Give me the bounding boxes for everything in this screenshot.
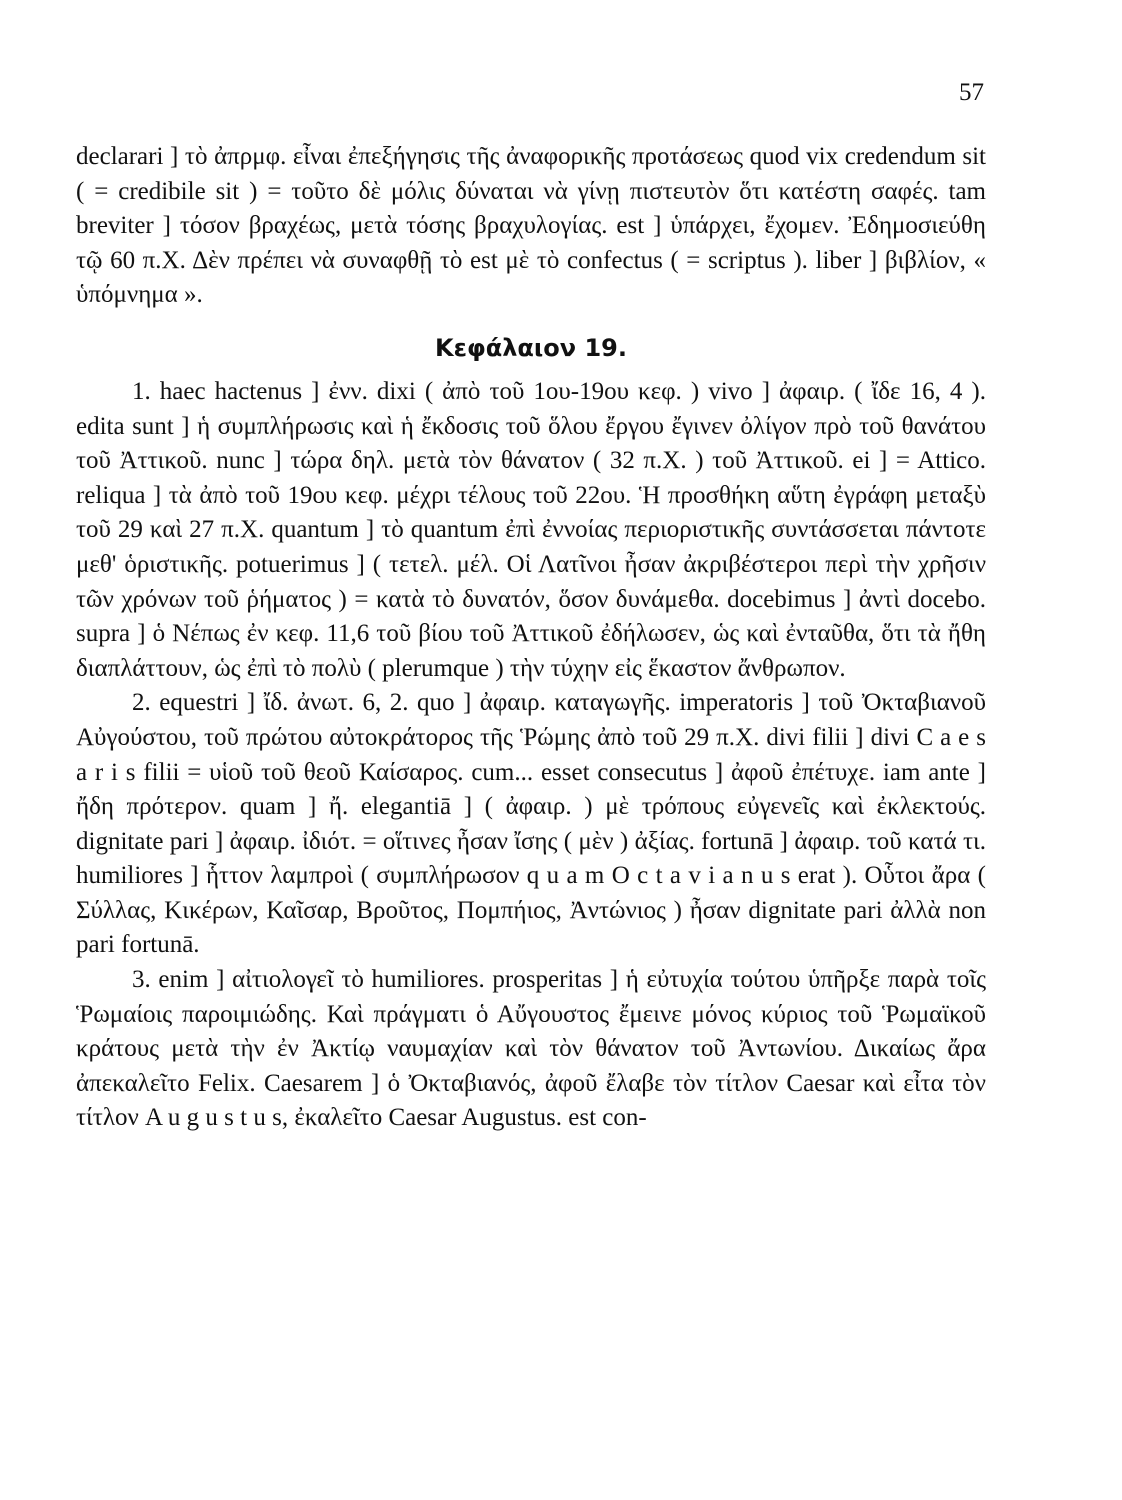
page-number: 57 [959, 79, 984, 106]
paragraph-1: 1. haec hactenus ] ἐνν. dixi ( ἀπὸ τοῦ 1ου-19ου κεφ. ) vivo ] ἀφαιρ. ( ἴδε 16, 4 ). edita sunt ] ἡ συμπλήρωσις καὶ ἡ ἔκδοσις τοῦ ὅλου ἔργου ἔγινεν ὀλίγον πρὸ τοῦ θανάτου τοῦ Ἀττικοῦ. nunc ] τώρα δηλ. μετὰ τὸν θάνατον ( 32 π.Χ. ) τοῦ Ἀττικοῦ. ei ] = Attico. reliqua ] τὰ ἀπὸ τοῦ 19ου κεφ. μέχρι τέλους τοῦ 22ου. Ἡ προσθήκη αὕτη ἐγράφη μεταξὺ τοῦ 29 καὶ 27 π.Χ. quantum ] τὸ quantum ἐπὶ ἐννοίας περιοριστικῆς συντάσσεται πάντοτε μεθ' ὁριστικῆς. potuerimus ] ( τετελ. μέλ. Οἱ Λατῖνοι ἦσαν ἀκριβέστεροι περὶ τὴν χρῆσιν τῶν χρόνων τοῦ ῥήματος ) = κατὰ τὸ δυνατόν, ὅσον δυνάμεθα. docebimus ] ἀντὶ docebo. supra ] ὁ Νέπως ἐν κεφ. 11,6 τοῦ βίου τοῦ Ἀττικοῦ ἐδήλωσεν, ὡς καὶ ἐνταῦθα, ὅτι τὰ ἤθη διαπλάττουν, ὡς ἐπὶ τὸ πολὺ ( plerumque ) τὴν τύχην εἰς ἕκαστον ἄνθρωπον. [76, 377, 986, 682]
paragraph-3: 3. enim ] αἰτιολογεῖ τὸ humiliores. prosperitas ] ἡ εὐτυχία τούτου ὑπῆρξε παρὰ τοῖς Ῥωμαίοις παροιμιώδης. Καὶ πράγματι ὁ Αὔγουστος ἔμεινε μόνος κύριος τοῦ Ῥωμαϊκοῦ κράτους μετὰ τὴν ἐν Ἀκτίῳ ναυμαχίαν καὶ τὸν θάνατον τοῦ Ἀντωνίου. Δικαίως ἄρα ἀπεκαλεῖτο Felix. Caesarem ] ὁ Ὀκταβιανός, ἀφοῦ ἔλαβε τὸν τίτλον Caesar καὶ εἶτα τὸν τίτλον A u g u s t u s, ἐκαλεῖτο Caesar Augustus. est con- [76, 966, 986, 1132]
intro-paragraph: declarari ] τὸ ἀπρμφ. εἶναι ἐπεξήγησις τῆς ἀναφορικῆς προτάσεως quod vix credendum sit ( = credibile sit ) = τοῦτο δὲ μόλις δύναται νὰ γίνῃ πιστευτὸν ὅτι κατέστη σαφές. tam breviter ] τόσον βραχέως, μετὰ τόσης βραχυλογίας. est ] ὑπάρχει, ἔχομεν. Ἐδημοσιεύθη τῷ 60 π.Χ. Δὲν πρέπει νὰ συναφθῇ τὸ est μὲ τὸ confectus ( = scriptus ). liber ] βιβλίον, « ὑπόμνημα ». [76, 143, 986, 309]
paragraph-2: 2. equestri ] ἴδ. ἀνωτ. 6, 2. quo ] ἀφαιρ. καταγωγῆς. imperatoris ] τοῦ Ὀκταβιανοῦ Αὐγούστου, τοῦ πρώτου αὐτοκράτορος τῆς Ῥώμης ἀπὸ τοῦ 29 π.Χ. divi filii ] divi C a e s a r i s filii = υἱοῦ τοῦ θεοῦ Καίσαρος. cum... esset consecutus ] ἀφοῦ ἐπέτυχε. iam ante ] ἤδη πρότερον. quam ] ἤ. elegantiā ] ( ἀφαιρ. ) μὲ τρόπους εὐγενεῖς καὶ ἐκλεκτούς. dignitate pari ] ἀφαιρ. ἰδιότ. = οἵτινες ἦσαν ἴσης ( μὲν ) ἀξίας. fortunā ] ἀφαιρ. τοῦ κατά τι. humiliores ] ἧττον λαμπροὶ ( συμπλήρωσον q u a m O c t a v i a n u s erat ). Οὗτοι ἄρα ( Σύλλας, Κικέρων, Καῖσαρ, Βροῦτος, Πομπήιος, Ἀντώνιος ) ἦσαν dignitate pari ἀλλὰ non pari fortunā. [76, 689, 986, 959]
commentary-text [76, 140, 986, 1136]
chapter-heading: Κεφάλαιον 19. [435, 333, 627, 362]
